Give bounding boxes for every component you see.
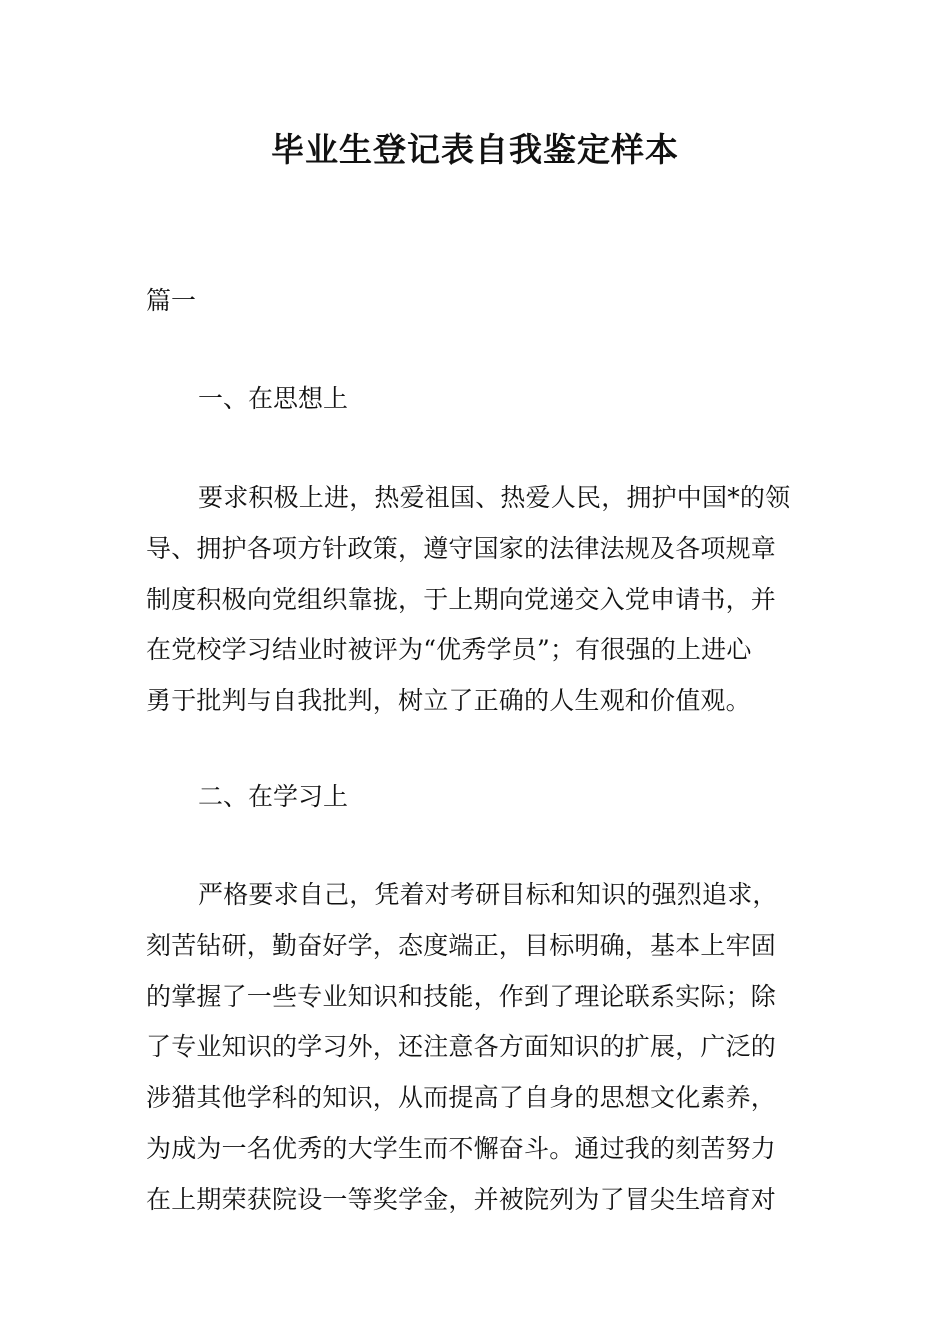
paragraph-line: 在党校学习结业时被评为“优秀学员”；有很强的上进心 <box>146 635 752 665</box>
section-heading-thought: 一、在思想上 <box>198 384 349 413</box>
paragraph-line: 要求积极上进，热爱祖国、热爱人民，拥护中国*的领 <box>198 483 791 512</box>
section-paragraph-study <box>146 878 810 1234</box>
section-heading-study: 二、在学习上 <box>198 782 349 811</box>
paragraph-line: 为成为一名优秀的大学生而不懈奋斗。通过我的刻苦努力 <box>146 1133 777 1163</box>
section-paragraph-thought <box>146 481 810 735</box>
paragraph-line: 制度积极向党组织靠拢，于上期向党递交入党申请书，并 <box>146 584 777 614</box>
paragraph-line: 的掌握了一些专业知识和技能，作到了理论联系实际；除 <box>146 981 777 1011</box>
paragraph-line: 了专业知识的学习外，还注意各方面知识的扩展，广泛的 <box>146 1032 777 1062</box>
paragraph-line: 刻苦钻研，勤奋好学，态度端正，目标明确，基本上牢固 <box>146 930 777 960</box>
part-label: 篇一 <box>146 286 197 315</box>
paragraph-line: 涉猎其他学科的知识，从而提高了自身的思想文化素养， <box>146 1083 777 1113</box>
paragraph-line: 在上期荣获院设一等奖学金，并被院列为了冒尖生培育对 <box>146 1184 777 1214</box>
document-title: 毕业生登记表自我鉴定样本 <box>271 130 679 169</box>
paragraph-line: 导、拥护各项方针政策，遵守国家的法律法规及各项规章 <box>146 533 777 563</box>
paragraph-line: 勇于批判与自我批判，树立了正确的人生观和价值观。 <box>146 686 751 716</box>
paragraph-line: 严格要求自己，凭着对考研目标和知识的强烈追求， <box>198 880 778 909</box>
